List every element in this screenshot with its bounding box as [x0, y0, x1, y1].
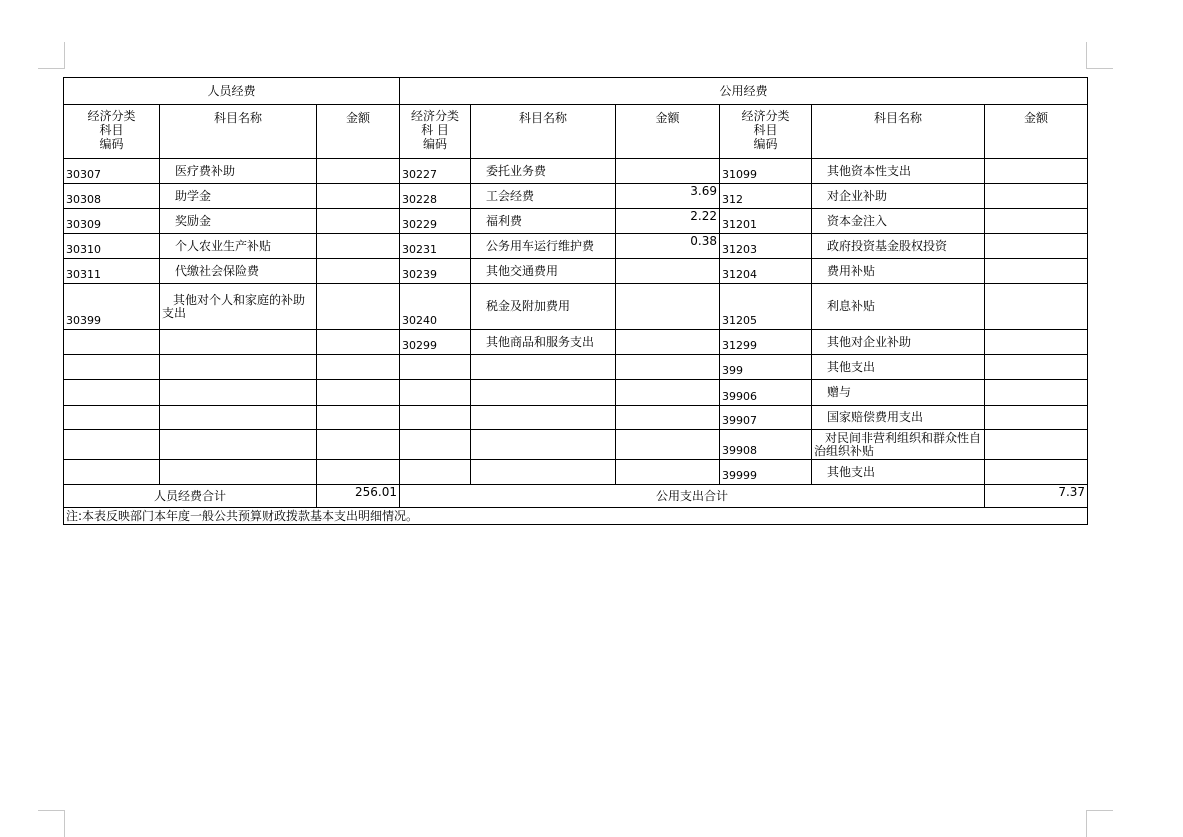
- amount-cell: [616, 330, 720, 355]
- code-cell: 30228: [400, 184, 471, 209]
- name-cell: 个人农业生产补贴: [160, 234, 317, 259]
- amount-cell: [985, 259, 1088, 284]
- header-amount-3: 金额: [985, 105, 1088, 159]
- amount-cell: [985, 234, 1088, 259]
- section-public: 公用经费: [400, 78, 1088, 105]
- code-cell: [64, 380, 160, 406]
- header-name-3: 科目名称: [812, 105, 985, 159]
- code-cell: 30240: [400, 284, 471, 330]
- code-cell: [64, 430, 160, 460]
- amount-cell: [985, 159, 1088, 184]
- amount-cell: [317, 209, 400, 234]
- table-row: [64, 259, 1088, 284]
- personnel-total-value: 256.01: [317, 485, 400, 508]
- name-cell: [471, 406, 616, 430]
- amount-cell: [317, 330, 400, 355]
- section-personnel: 人员经费: [64, 78, 400, 105]
- name-cell: [160, 330, 317, 355]
- amount-cell: [317, 406, 400, 430]
- code-cell: 39999: [720, 460, 812, 485]
- code-cell: [400, 430, 471, 460]
- code-cell: 39908: [720, 430, 812, 460]
- code-cell: 31099: [720, 159, 812, 184]
- header-amount-2: 金额: [616, 105, 720, 159]
- table-row: [64, 234, 1088, 259]
- name-cell: 其他资本性支出: [812, 159, 985, 184]
- code-cell: 39907: [720, 406, 812, 430]
- header-code-2: 经济分类 科 目 编码: [400, 105, 471, 159]
- code-cell: 312: [720, 184, 812, 209]
- name-cell: [471, 460, 616, 485]
- amount-cell: [616, 430, 720, 460]
- name-cell: [160, 406, 317, 430]
- name-cell: [471, 355, 616, 380]
- code-cell: [400, 355, 471, 380]
- name-cell: 福利费: [471, 209, 616, 234]
- code-cell: [400, 460, 471, 485]
- amount-cell: [317, 430, 400, 460]
- section-header-row: [64, 78, 1088, 105]
- amount-cell: 3.69: [616, 184, 720, 209]
- code-cell: [64, 406, 160, 430]
- public-total-value: 7.37: [985, 485, 1088, 508]
- amount-cell: [616, 159, 720, 184]
- amount-cell: [985, 184, 1088, 209]
- public-total-label: 公用支出合计: [400, 485, 985, 508]
- name-cell: 委托业务费: [471, 159, 616, 184]
- header-name-2: 科目名称: [471, 105, 616, 159]
- table-row: [64, 330, 1088, 355]
- name-cell: [160, 380, 317, 406]
- table-row: [64, 284, 1088, 330]
- amount-cell: 0.38: [616, 234, 720, 259]
- name-cell: 其他交通费用: [471, 259, 616, 284]
- table-row: [64, 380, 1088, 406]
- amount-cell: [985, 406, 1088, 430]
- amount-cell: [985, 209, 1088, 234]
- name-cell: 代缴社会保险费: [160, 259, 317, 284]
- header-code-1: 经济分类 科目 编码: [64, 105, 160, 159]
- code-cell: 31201: [720, 209, 812, 234]
- note-row: [64, 508, 1088, 525]
- name-cell: 对企业补助: [812, 184, 985, 209]
- name-cell: 工会经费: [471, 184, 616, 209]
- crop-mark-top-left: [38, 42, 65, 69]
- amount-cell: [616, 284, 720, 330]
- name-cell: 国家赔偿费用支出: [812, 406, 985, 430]
- name-cell: 其他商品和服务支出: [471, 330, 616, 355]
- code-cell: 31299: [720, 330, 812, 355]
- code-cell: 31203: [720, 234, 812, 259]
- name-cell: 医疗费补助: [160, 159, 317, 184]
- amount-cell: [616, 406, 720, 430]
- code-cell: [400, 406, 471, 430]
- name-cell: 其他对企业补助: [812, 330, 985, 355]
- code-cell: [64, 460, 160, 485]
- code-cell: 30229: [400, 209, 471, 234]
- crop-mark-top-right: [1086, 42, 1113, 69]
- code-cell: 30310: [64, 234, 160, 259]
- amount-cell: [616, 259, 720, 284]
- totals-row: [64, 485, 1088, 508]
- code-cell: 30308: [64, 184, 160, 209]
- amount-cell: [985, 355, 1088, 380]
- table-row: [64, 430, 1088, 460]
- table-row: [64, 209, 1088, 234]
- table-row: [64, 184, 1088, 209]
- amount-cell: [616, 355, 720, 380]
- amount-cell: [985, 284, 1088, 330]
- name-cell: 赠与: [812, 380, 985, 406]
- name-cell: 其他对个人和家庭的补助支出: [160, 284, 317, 330]
- name-cell: [160, 355, 317, 380]
- amount-cell: [317, 460, 400, 485]
- code-cell: [400, 380, 471, 406]
- name-cell: 对民间非营利组织和群众性自治组织补贴: [812, 430, 985, 460]
- name-cell: [160, 430, 317, 460]
- name-cell: 奖励金: [160, 209, 317, 234]
- amount-cell: [985, 430, 1088, 460]
- code-cell: [64, 355, 160, 380]
- amount-cell: [317, 184, 400, 209]
- code-cell: 30307: [64, 159, 160, 184]
- amount-cell: [616, 460, 720, 485]
- crop-mark-bottom-left: [38, 810, 65, 837]
- personnel-total-label: 人员经费合计: [64, 485, 317, 508]
- amount-cell: [317, 159, 400, 184]
- code-cell: 30299: [400, 330, 471, 355]
- header-name-1: 科目名称: [160, 105, 317, 159]
- name-cell: [471, 430, 616, 460]
- code-cell: 30231: [400, 234, 471, 259]
- header-amount-1: 金额: [317, 105, 400, 159]
- amount-cell: [317, 234, 400, 259]
- table-row: [64, 406, 1088, 430]
- table-note: 注:本表反映部门本年度一般公共预算财政拨款基本支出明细情况。: [64, 508, 1088, 525]
- name-cell: 其他支出: [812, 355, 985, 380]
- table-row: [64, 460, 1088, 485]
- amount-cell: [317, 259, 400, 284]
- name-cell: [160, 460, 317, 485]
- expenditure-table: [63, 77, 1088, 525]
- name-cell: 利息补贴: [812, 284, 985, 330]
- code-cell: 31205: [720, 284, 812, 330]
- code-cell: [64, 330, 160, 355]
- code-cell: 399: [720, 355, 812, 380]
- table-row: [64, 355, 1088, 380]
- amount-cell: [317, 380, 400, 406]
- code-cell: 39906: [720, 380, 812, 406]
- table-row: [64, 159, 1088, 184]
- crop-mark-bottom-right: [1086, 810, 1113, 837]
- name-cell: 税金及附加费用: [471, 284, 616, 330]
- amount-cell: 2.22: [616, 209, 720, 234]
- name-cell: 助学金: [160, 184, 317, 209]
- name-cell: 政府投资基金股权投资: [812, 234, 985, 259]
- name-cell: 费用补贴: [812, 259, 985, 284]
- amount-cell: [317, 355, 400, 380]
- amount-cell: [317, 284, 400, 330]
- amount-cell: [985, 460, 1088, 485]
- name-cell: 公务用车运行维护费: [471, 234, 616, 259]
- code-cell: 31204: [720, 259, 812, 284]
- header-code-3: 经济分类 科目 编码: [720, 105, 812, 159]
- name-cell: [471, 380, 616, 406]
- code-cell: 30239: [400, 259, 471, 284]
- amount-cell: [985, 330, 1088, 355]
- column-header-row: [64, 105, 1088, 159]
- code-cell: 30399: [64, 284, 160, 330]
- name-cell: 资本金注入: [812, 209, 985, 234]
- code-cell: 30311: [64, 259, 160, 284]
- code-cell: 30309: [64, 209, 160, 234]
- amount-cell: [616, 380, 720, 406]
- code-cell: 30227: [400, 159, 471, 184]
- amount-cell: [985, 380, 1088, 406]
- name-cell: 其他支出: [812, 460, 985, 485]
